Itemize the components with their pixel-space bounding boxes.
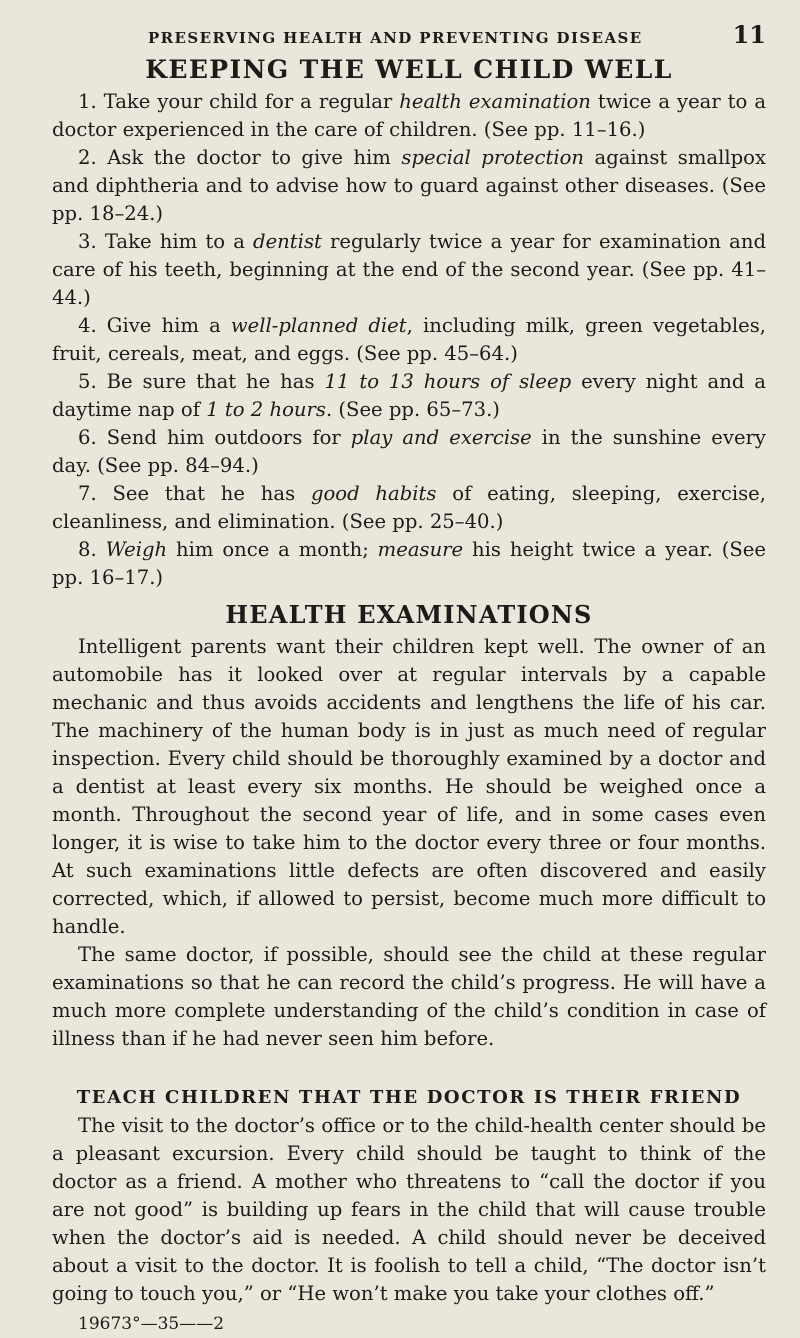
text-run: twice a year to a doctor experienced in the care of children. (See pp. 11–16.) <box>52 90 767 141</box>
text-run: . (See pp. 65–73.) <box>325 398 500 421</box>
list-item-5 <box>52 368 766 424</box>
text-run: 8. <box>78 538 106 561</box>
text-run: in the sunshine every day. (See pp. 84–94.) <box>52 426 766 477</box>
section-heading-keeping-well: KEEPING THE WELL CHILD WELL <box>145 55 673 84</box>
health-examinations-body <box>52 633 766 1053</box>
text-run: 7. See that he has <box>78 482 311 505</box>
text-run: 6. Send him outdoors for <box>78 426 351 449</box>
emphasis: 1 to 2 hours <box>206 398 326 421</box>
section-heading-health-examinations: HEALTH EXAMINATIONS <box>225 600 593 629</box>
list-item-8 <box>52 536 766 592</box>
signature-mark: 19673°—35——2 <box>78 1314 225 1334</box>
list-item-2 <box>52 144 766 228</box>
paragraph: The same doctor, if possible, should see the child at these regular examinations so that he can record the child’s progress. He will have a much more complete understanding of the child’s condition in case of illness than if he had never seen him before. <box>52 943 766 1050</box>
list-item-6 <box>52 424 766 480</box>
emphasis: measure <box>377 538 464 561</box>
section-heading-doctor-friend: TEACH CHILDREN THAT THE DOCTOR IS THEIR FRIEND <box>76 1087 742 1108</box>
text-run: , including milk, green vegetables, fruit, cereals, meat, and eggs. (See pp. 45–64.) <box>52 314 766 365</box>
text-run: 5. Be sure that he has <box>78 370 325 393</box>
text-run: 1. Take your child for a regular <box>78 90 400 113</box>
numbered-list <box>52 88 766 592</box>
emphasis: dentist <box>253 230 322 253</box>
doctor-friend-body <box>52 1112 766 1308</box>
text-run: every night and a daytime nap of <box>52 370 766 421</box>
page-number: 11 <box>732 20 766 49</box>
list-item-4 <box>52 312 766 368</box>
text-run: 2. Ask the doctor to give him <box>78 146 402 169</box>
paragraph: Intelligent parents want their children kept well. The owner of an automobile has it looked over at regular intervals by a capable mechanic and thus avoids accidents and lengthens the life of his car. The machinery of the human body is in just as much need of regular inspection. Every child should be thoroughly examined by a doctor and a dentist at least every six months. He should be weighed once a month. Throughout the second year of life, and in some cases even longer, it is wise to take him to the doctor every three or four months. At such examinations little defects are often discovered and easily corrected, which, if allowed to persist, become much more difficult to handle. <box>52 635 766 938</box>
emphasis: play and exercise <box>350 426 532 449</box>
text-run: him once a month; <box>167 538 378 561</box>
emphasis: well-planned diet <box>230 314 407 337</box>
list-item-7 <box>52 480 766 536</box>
running-head <box>52 20 766 49</box>
text-run: 3. Take him to a <box>78 230 254 253</box>
emphasis: Weigh <box>105 538 168 561</box>
paragraph: The visit to the doctor’s office or to the child-health center should be a pleasant excursion. Every child should be taught to think of the doctor as a friend. A mother who threatens to “call the doctor if you are not good” is building up fears in the child that will cause trouble when the doctor’s aid is needed. A child should never be deceived about a visit to the doctor. It is foolish to tell a child, “The doctor isn’t going to touch you,” or “He won’t make you take your clothes off.” <box>52 1114 766 1305</box>
text-run: regularly twice a year for examination and care of his teeth, beginning at the end of the second year. (See pp. 41–44.) <box>52 230 766 309</box>
text-run: against smallpox and diphtheria and to advise how to guard against other diseases. (See pp. 18–24.) <box>52 146 766 225</box>
text-run: 4. Give him a <box>78 314 231 337</box>
emphasis: 11 to 13 hours of sleep <box>324 370 572 393</box>
emphasis: health examination <box>399 90 591 113</box>
text-run: his height twice a year. (See pp. 16–17.) <box>52 538 766 589</box>
emphasis: special protection <box>401 146 585 169</box>
text-run: of eating, sleeping, exercise, cleanliness, and elimination. (See pp. 25–40.) <box>52 482 766 533</box>
list-item-1 <box>52 88 766 144</box>
running-head-title: PRESERVING HEALTH AND PREVENTING DISEASE <box>148 29 643 47</box>
emphasis: good habits <box>310 482 437 505</box>
list-item-3 <box>52 228 766 312</box>
